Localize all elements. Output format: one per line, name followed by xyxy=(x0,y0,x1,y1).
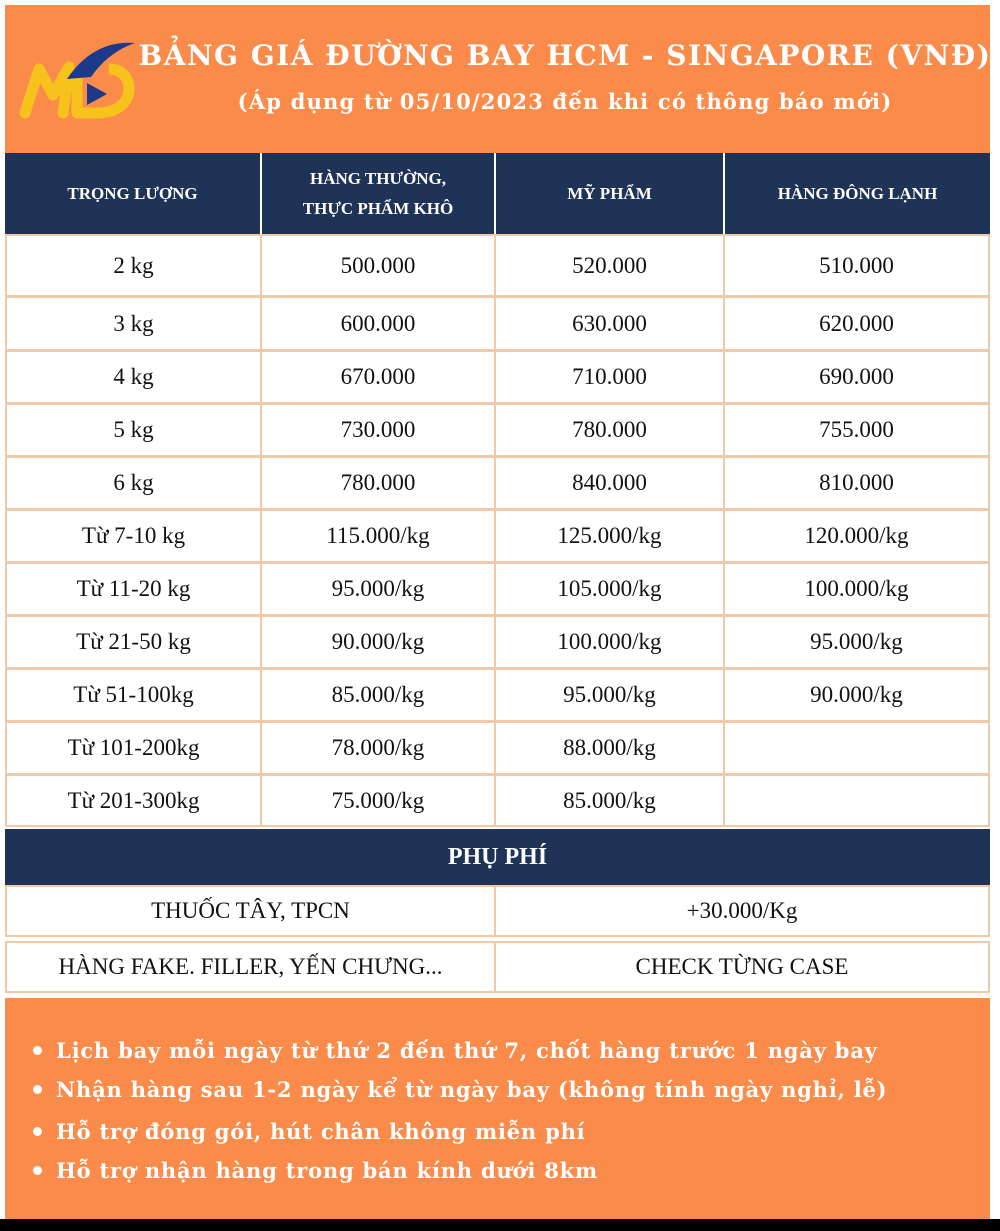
table-row xyxy=(5,350,990,404)
bullet-icon xyxy=(33,1166,42,1175)
regular-goods-price-cell: 78.000/kg xyxy=(260,721,496,775)
table-row xyxy=(5,296,990,351)
frozen-goods-price-cell: 810.000 xyxy=(723,456,990,510)
frozen-goods-price-cell: 95.000/kg xyxy=(723,615,990,669)
bottom-bar xyxy=(0,1219,1000,1231)
column-header-frozen-goods: HÀNG ĐÔNG LẠNH xyxy=(777,183,938,203)
weight-cell: 2 kg xyxy=(5,234,262,297)
column-header-weight: TRỌNG LƯỢNG xyxy=(67,183,198,203)
note-item xyxy=(33,1038,878,1063)
weight-cell: 3 kg xyxy=(5,296,262,351)
weight-cell: 5 kg xyxy=(5,403,262,457)
regular-goods-price-cell: 500.000 xyxy=(260,234,496,297)
regular-goods-price-cell: 730.000 xyxy=(260,403,496,457)
page-title: BẢNG GIÁ ĐƯỜNG BAY HCM - SINGAPORE (VNĐ) xyxy=(138,39,992,72)
cosmetics-price-cell: 840.000 xyxy=(494,456,725,510)
weight-cell: Từ 51-100kg xyxy=(5,668,262,722)
surcharge-value: CHECK TỪNG CASE xyxy=(494,941,990,993)
note-text: Hỗ trợ nhận hàng trong bán kính dưới 8km xyxy=(56,1158,599,1183)
notes-panel xyxy=(5,998,990,1219)
table-row xyxy=(5,721,990,775)
page-subtitle: (Áp dụng từ 05/10/2023 đến khi có thông báo mới) xyxy=(237,89,893,114)
note-text: Nhận hàng sau 1-2 ngày kể từ ngày bay (không tính ngày nghỉ, lễ) xyxy=(56,1077,888,1102)
table-header xyxy=(5,153,990,234)
surcharge-title: PHỤ PHÍ xyxy=(5,829,990,885)
surcharge-row xyxy=(5,941,990,993)
weight-cell: Từ 101-200kg xyxy=(5,721,262,775)
table-row xyxy=(5,774,990,827)
cosmetics-price-cell: 125.000/kg xyxy=(494,509,725,563)
weight-cell: Từ 11-20 kg xyxy=(5,562,262,616)
header-banner xyxy=(5,5,990,153)
note-text: Lịch bay mỗi ngày từ thứ 2 đến thứ 7, chốt hàng trước 1 ngày bay xyxy=(56,1038,878,1063)
regular-goods-price-cell: 85.000/kg xyxy=(260,668,496,722)
regular-goods-price-cell: 75.000/kg xyxy=(260,774,496,827)
frozen-goods-price-cell: 755.000 xyxy=(723,403,990,457)
regular-goods-price-cell: 95.000/kg xyxy=(260,562,496,616)
weight-cell: Từ 21-50 kg xyxy=(5,615,262,669)
weight-cell: Từ 201-300kg xyxy=(5,774,262,827)
cosmetics-price-cell: 88.000/kg xyxy=(494,721,725,775)
note-item xyxy=(33,1077,887,1102)
note-text: Hỗ trợ đóng gói, hút chân không miễn phí xyxy=(56,1119,586,1144)
frozen-goods-price-cell xyxy=(723,774,990,827)
frozen-goods-price-cell: 620.000 xyxy=(723,296,990,351)
weight-cell: Từ 7-10 kg xyxy=(5,509,262,563)
table-row xyxy=(5,615,990,669)
regular-goods-price-cell: 600.000 xyxy=(260,296,496,351)
cosmetics-price-cell: 520.000 xyxy=(494,234,725,297)
note-item xyxy=(33,1158,598,1183)
cosmetics-price-cell: 780.000 xyxy=(494,403,725,457)
cosmetics-price-cell: 85.000/kg xyxy=(494,774,725,827)
frozen-goods-price-cell: 100.000/kg xyxy=(723,562,990,616)
surcharge-value: +30.000/Kg xyxy=(494,885,990,937)
bullet-icon xyxy=(33,1127,42,1136)
table-row xyxy=(5,668,990,722)
surcharge-item: THUỐC TÂY, TPCN xyxy=(5,885,496,937)
bullet-icon xyxy=(33,1046,42,1055)
bullet-icon xyxy=(33,1085,42,1094)
table-row xyxy=(5,234,990,297)
md-logo-icon xyxy=(17,39,139,119)
weight-cell: 4 kg xyxy=(5,350,262,404)
table-row xyxy=(5,403,990,457)
cosmetics-price-cell: 105.000/kg xyxy=(494,562,725,616)
frozen-goods-price-cell: 690.000 xyxy=(723,350,990,404)
frozen-goods-price-cell: 120.000/kg xyxy=(723,509,990,563)
weight-cell: 6 kg xyxy=(5,456,262,510)
cosmetics-price-cell: 100.000/kg xyxy=(494,615,725,669)
cosmetics-price-cell: 95.000/kg xyxy=(494,668,725,722)
regular-goods-price-cell: 670.000 xyxy=(260,350,496,404)
frozen-goods-price-cell: 510.000 xyxy=(723,234,990,297)
regular-goods-price-cell: 115.000/kg xyxy=(260,509,496,563)
column-header-regular-goods: HÀNG THƯỜNG, THỰC PHẨM KHÔ xyxy=(302,168,454,218)
table-row xyxy=(5,509,990,563)
table-row xyxy=(5,456,990,510)
note-item xyxy=(33,1119,585,1144)
regular-goods-price-cell: 780.000 xyxy=(260,456,496,510)
table-row xyxy=(5,562,990,616)
cosmetics-price-cell: 710.000 xyxy=(494,350,725,404)
regular-goods-price-cell: 90.000/kg xyxy=(260,615,496,669)
frozen-goods-price-cell: 90.000/kg xyxy=(723,668,990,722)
surcharge-row xyxy=(5,885,990,937)
column-header-cosmetics: MỸ PHẨM xyxy=(567,183,652,203)
cosmetics-price-cell: 630.000 xyxy=(494,296,725,351)
surcharge-item: HÀNG FAKE. FILLER, YẾN CHƯNG... xyxy=(5,941,496,993)
frozen-goods-price-cell xyxy=(723,721,990,775)
